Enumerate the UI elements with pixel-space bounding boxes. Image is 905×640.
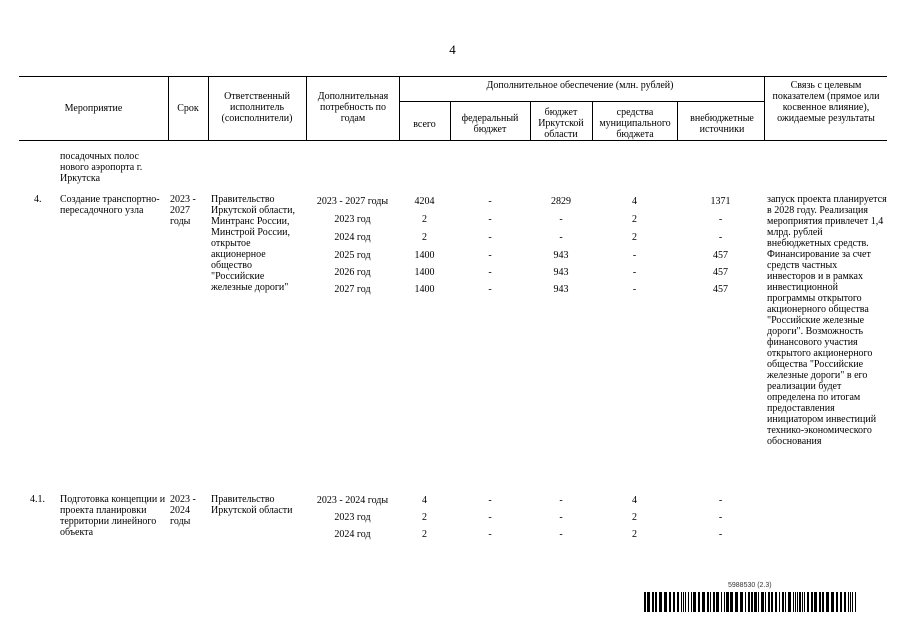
item-number: 4. [34, 194, 42, 205]
period-cell: 2027 год [334, 284, 371, 295]
offbudget-cell: - [718, 529, 723, 540]
regional-cell: - [559, 232, 563, 243]
regional-cell: 943 [553, 267, 569, 278]
municipal-cell: - [632, 267, 637, 278]
federal-cell: - [488, 512, 492, 523]
header-municipal: средства муниципального бюджета [599, 107, 671, 140]
federal-cell: - [488, 529, 492, 540]
page-number: 4 [449, 42, 456, 57]
federal-cell: - [488, 214, 492, 225]
municipal-cell: 2 [632, 214, 637, 225]
continuation-text: посадочных полос нового аэропорта г. Иркутска [60, 151, 143, 184]
header-federal: федеральный бюджет [461, 113, 519, 135]
total-cell: 2 [422, 512, 427, 523]
regional-cell: - [559, 512, 563, 523]
total-cell: 4204 [414, 196, 435, 207]
federal-cell: - [488, 284, 492, 295]
offbudget-cell: - [718, 232, 723, 243]
federal-cell: - [488, 232, 492, 243]
header-funding-group: Дополнительное обеспечение (млн. рублей) [486, 80, 674, 91]
regional-cell: - [559, 529, 563, 540]
header-link: Связь с целевым показателем (прямое или косвенное влияние), ожидаемые результаты [772, 80, 880, 124]
municipal-cell: 4 [632, 196, 637, 207]
offbudget-cell: 457 [713, 250, 728, 261]
offbudget-cell: 457 [713, 284, 728, 295]
federal-cell: - [488, 495, 492, 506]
municipal-cell: 2 [632, 232, 637, 243]
item-result: запуск проекта планируется в 2028 году. Реализация мероприятия привлечет 1,4 млрд. рублей внебюджетных средств. Финансирование за счет средств частных инвесторов и в рамках инвестиционной программы открытого акционерного общества "Российские железные дороги". Возможность финансового участия открытого акционерного общества "Российские железные дороги" в его реализации будет определена по итогам предоставления инициатором инвестиций технико-экономического обоснования [767, 194, 887, 447]
item-number: 4.1. [30, 494, 45, 505]
total-cell: 1400 [414, 250, 435, 261]
federal-cell: - [488, 196, 492, 207]
offbudget-cell: 457 [713, 267, 728, 278]
period-cell: 2023 - 2024 годы [316, 495, 389, 506]
regional-cell: - [559, 495, 563, 506]
header-offbudget: внебюджетные источники [690, 113, 754, 135]
barcode-label: 5988530 (2.3) [728, 582, 772, 589]
item-term: 2023 - 2024 годы [170, 494, 196, 527]
item-executor: Правительство Иркутской области [211, 494, 293, 516]
header-executor: Ответственный исполнитель (соисполнители) [221, 91, 293, 124]
barcode-image [644, 592, 860, 612]
municipal-cell: 2 [632, 512, 637, 523]
item-term: 2023 - 2027 годы [170, 194, 196, 227]
municipal-cell: - [632, 250, 637, 261]
period-cell: 2024 год [334, 232, 371, 243]
federal-cell: - [488, 250, 492, 261]
item-title: Подготовка концепции и проекта планировки территории линейного объекта [60, 494, 166, 538]
header-measure: Мероприятие [64, 103, 123, 114]
period-cell: 2023 год [334, 512, 371, 523]
federal-cell: - [488, 267, 492, 278]
offbudget-cell: - [718, 495, 723, 506]
municipal-cell: 4 [632, 495, 637, 506]
municipal-cell: - [632, 284, 637, 295]
period-cell: 2023 год [334, 214, 371, 225]
header-total: всего [413, 119, 436, 130]
regional-cell: 943 [553, 250, 569, 261]
regional-cell: 943 [553, 284, 569, 295]
offbudget-cell: 1371 [710, 196, 731, 207]
item-title: Создание транспортно-пересадочного узла [60, 194, 160, 216]
regional-cell: 2829 [551, 196, 571, 207]
total-cell: 1400 [414, 284, 435, 295]
total-cell: 2 [422, 214, 427, 225]
item-executor: Правительство Иркутской области, Минтранс России, Минстрой России, открытое акционерное общество "Российские железные дороги" [211, 194, 295, 293]
period-cell: 2023 - 2027 годы [316, 196, 389, 207]
header-regional: бюджет Иркутской области [538, 107, 584, 140]
total-cell: 1400 [414, 267, 435, 278]
offbudget-cell: - [718, 512, 723, 523]
header-term: Срок [177, 103, 199, 114]
municipal-cell: 2 [632, 529, 637, 540]
regional-cell: - [559, 214, 563, 225]
total-cell: 4 [422, 495, 427, 506]
period-cell: 2026 год [334, 267, 371, 278]
period-cell: 2024 год [334, 529, 371, 540]
period-cell: 2025 год [334, 250, 371, 261]
offbudget-cell: - [718, 214, 723, 225]
total-cell: 2 [422, 232, 427, 243]
header-need: Дополнительная потребность по годам [317, 91, 389, 124]
total-cell: 2 [422, 529, 427, 540]
